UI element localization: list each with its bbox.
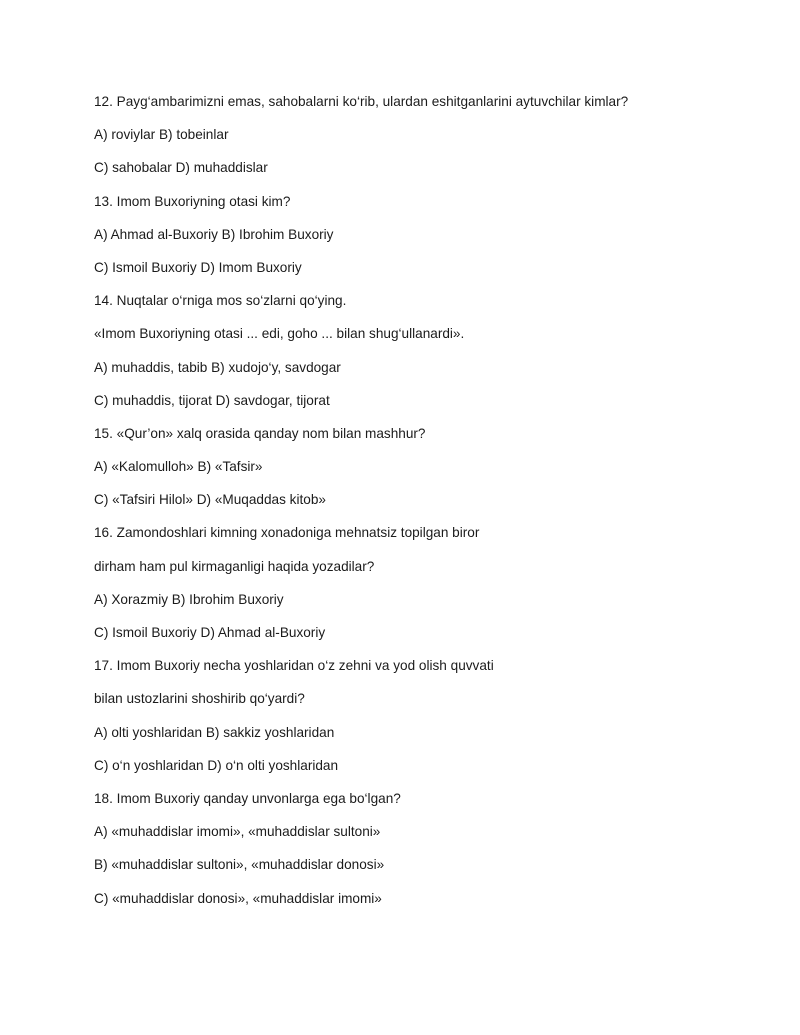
answer-line: C) «Tafsiri Hilol» D) «Muqaddas kitob» [94, 492, 326, 508]
answer-line: A) muhaddis, tabib B) xudojo‘y, savdogar [94, 359, 341, 375]
question-14: 14. Nuqtalar o‘rniga mos so‘zlarni qo‘ying. [94, 293, 347, 309]
answer-line: A) «Kalomulloh» B) «Tafsir» [94, 459, 263, 475]
answer-line: C) Ismoil Buxoriy D) Imom Buxoriy [94, 259, 302, 275]
question-17: 17. Imom Buxoriy necha yoshlaridan o‘z zehni va yod olish quvvati [94, 658, 494, 674]
answer-line: B) «muhaddislar sultoni», «muhaddislar donosi» [94, 857, 385, 873]
answer-line: A) roviylar B) tobeinlar [94, 127, 229, 143]
answer-line: C) o‘n yoshlaridan D) o‘n olti yoshlaridan [94, 757, 339, 773]
question-text-line: dirham ham pul kirmaganligi haqida yozadilar? [94, 558, 375, 574]
question-text-line: bilan ustozlarini shoshirib qo‘yardi? [94, 691, 305, 707]
question-text-line: «Imom Buxoriyning otasi ... edi, goho ... bilan shug‘ullanardi». [94, 326, 465, 342]
answer-line: A) olti yoshlaridan B) sakkiz yoshlaridan [94, 724, 335, 740]
question-16: 16. Zamondoshlari kimning xonadoniga mehnatsiz topilgan biror [94, 525, 480, 541]
question-13: 13. Imom Buxoriyning otasi kim? [94, 193, 291, 209]
quiz-text [94, 95, 734, 925]
answer-line: C) muhaddis, tijorat D) savdogar, tijorat [94, 392, 330, 408]
question-18: 18. Imom Buxoriy qanday unvonlarga ega bo‘lgan? [94, 790, 401, 806]
question-15: 15. «Qur’on» xalq orasida qanday nom bilan mashhur? [94, 425, 426, 441]
answer-line: C) «muhaddislar donosi», «muhaddislar imomi» [94, 890, 382, 906]
answer-line: A) Xorazmiy B) Ibrohim Buxoriy [94, 591, 284, 607]
answer-line: A) Ahmad al-Buxoriy B) Ibrohim Buxoriy [94, 226, 334, 242]
answer-line: C) Ismoil Buxoriy D) Ahmad al-Buxoriy [94, 625, 326, 640]
answer-line: A) «muhaddislar imomi», «muhaddislar sultoni» [94, 824, 381, 840]
answer-line: C) sahobalar D) muhaddislar [94, 160, 268, 176]
question-12: 12. Payg‘ambarimizni emas, sahobalarni ko‘rib, ulardan eshitganlarini aytuvchilar kimlar? [94, 94, 629, 109]
